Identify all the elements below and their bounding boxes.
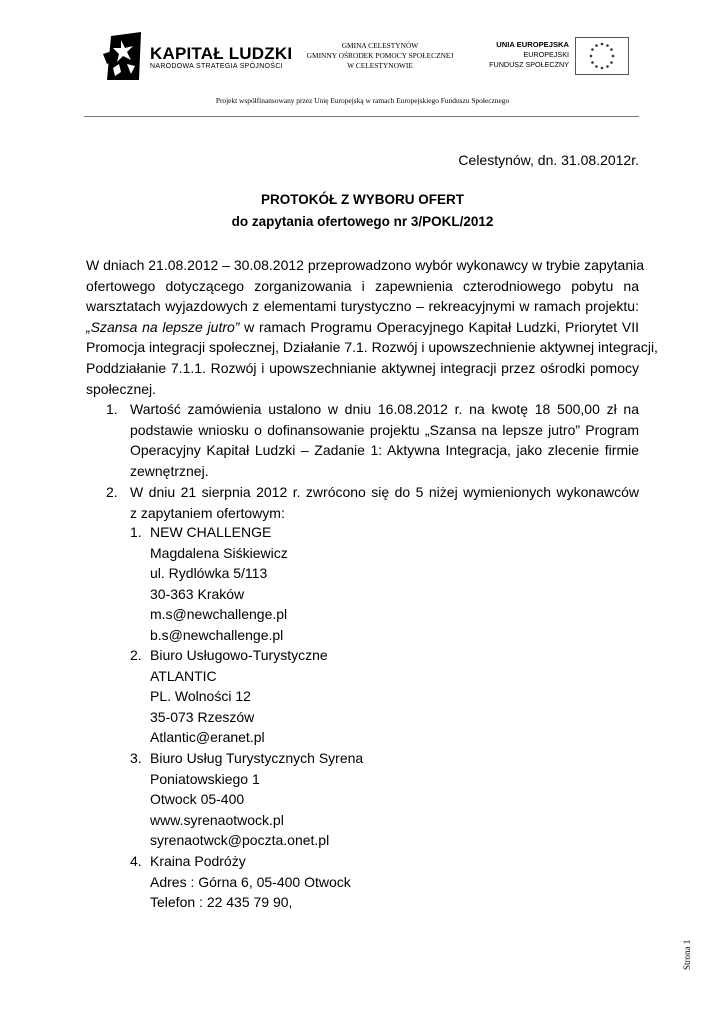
- contractor-item: 3. Biuro Usług Turystycznych Syrena Poniatowskiego 1 Otwock 05-400 www.syrenaotwock.pl syrenaotwck@poczta.onet.pl: [130, 750, 364, 849]
- header-divider: [84, 116, 639, 117]
- list-item: 1. Wartość zamówienia ustalono w dniu 16.08.2012 r. na kwotę 18 500,00 zł na podstawie wniosku o dofinansowanie projektu „Szansa na lepsze jutro” Program Operacyjny Kapitał Ludzki – Zadanie 1: Aktywna Integracja, jako zlecenie firmie zewnętrznej.: [106, 401, 639, 479]
- eu-header: UNIA EUROPEJSKA EUROPEJSKI FUNDUSZ SPOŁECZNY: [489, 40, 569, 69]
- place-date: Celestynów, dn. 31.08.2012r.: [458, 152, 639, 168]
- document-title: PROTOKÓŁ Z WYBORU OFERT: [261, 192, 464, 207]
- contractor-item: 2. Biuro Usługowo-Turystyczne ATLANTIC PL. Wolności 12 35-073 Rzeszów Atlantic@eranet.pl: [130, 647, 328, 746]
- project-name: „Szansa na lepsze jutro”: [86, 318, 240, 335]
- cofinancing-note: Projekt współfinansowany przez Unię Europejską w ramach Europejskiego Funduszu Społecznego: [215, 96, 510, 105]
- list-item: 2. W dniu 21 sierpnia 2012 r. zwrócono się do 5 niżej wymienionych wykonawców z zapytaniem ofertowym:: [106, 484, 639, 521]
- contractor-item: 1. NEW CHALLENGE Magdalena Siśkiewicz ul. Rydlówka 5/113 30-363 Kraków m.s@newchallenge.pl b.s@newchallenge.pl: [130, 524, 288, 643]
- page-number: Strona 1: [682, 939, 692, 970]
- eu-flag-icon: [575, 37, 629, 75]
- intro-paragraph: W dniach 21.08.2012 – 30.08.2012 przeprowadzono wybór wykonawcy w trybie zapytania ofertowego dotyczącego zorganizowania i zapewnienia czterodniowego pobytu na warsztatach wyjazdowych z elementami turystyczno – rekreacyjnymi w ramach projektu: „Szansa na lepsze jutro” w ramach Programu Operacyjnego Kapitał Ludzki, Priorytet VII Promocja integracji społecznej, Działanie 7.1. Rozwój i upowszechnienie aktywnej integracji, Poddziałanie 7.1.1. Rozwój i upowszechnianie aktywnej integracji przez ośrodki pomocy społecznej.: [86, 257, 658, 397]
- gmina-header: GMINA CELESTYNÓW GMINNY OŚRODEK POMOCY SPOŁECZNEJ W CELESTYNOWIE: [306, 41, 454, 70]
- kapital-ludzki-title: KAPITAŁ LUDZKI: [150, 44, 293, 63]
- kapital-ludzki-logo-icon: [101, 30, 143, 82]
- document-subtitle: do zapytania ofertowego nr 3/POKL/2012: [231, 214, 494, 229]
- contractor-item: 4. Kraina Podróży Adres : Górna 6, 05-400 Otwock Telefon : 22 435 79 90,: [130, 853, 351, 911]
- kapital-ludzki-subtitle: NARODOWA STRATEGIA SPÓJNOŚCI: [150, 63, 283, 70]
